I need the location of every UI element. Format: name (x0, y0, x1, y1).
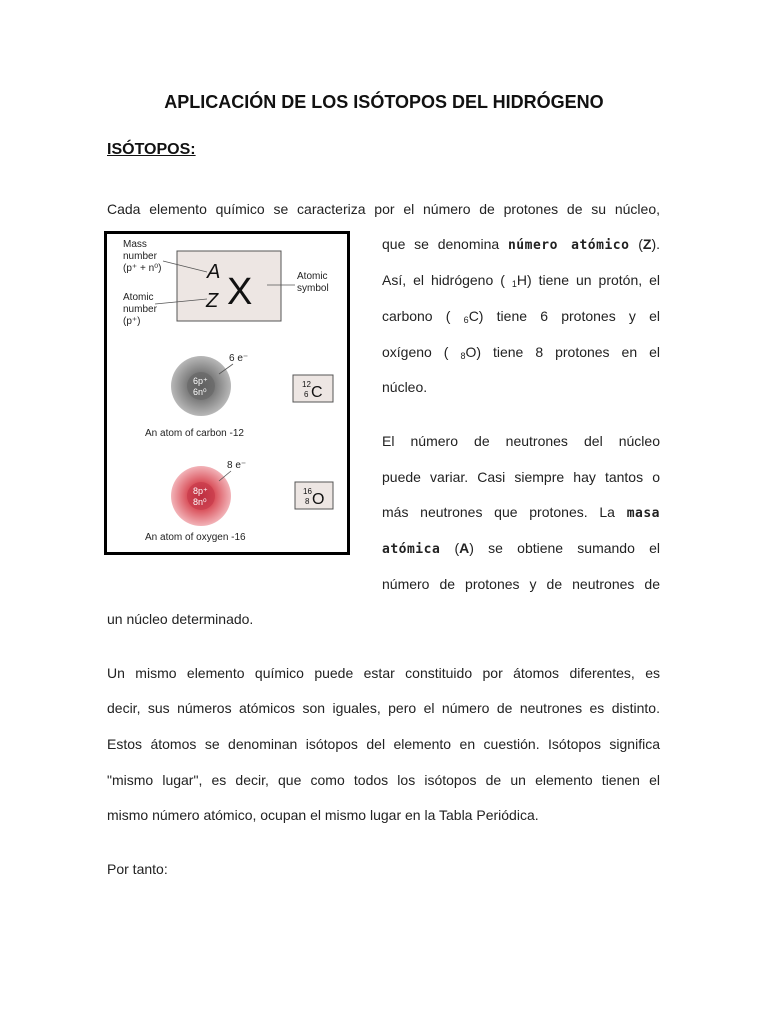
oxygen-symbol: O (312, 491, 325, 508)
symbol-a-bold: A (459, 540, 470, 556)
text-fragment: mismo número atómico, ocupan el mismo lugar en la Tabla Periódica. (107, 807, 539, 823)
para2-line6 (107, 609, 660, 629)
para2-line2 (382, 467, 660, 487)
symbol-z-bold: Z (642, 236, 652, 252)
carbon-electrons: 6 e⁻ (229, 353, 249, 364)
symbol-z: Z (206, 290, 219, 312)
text-fragment: El número de neutrones del núcleo (382, 433, 660, 449)
oxygen-protons: 8p⁺ (193, 486, 208, 496)
oxygen-mass: 16 (303, 487, 312, 496)
para3-line4 (107, 770, 660, 790)
para1-line5 (382, 342, 660, 366)
page-title: APLICACIÓN DE LOS ISÓTOPOS DEL HIDRÓGENO (164, 92, 604, 112)
para2-line1 (382, 431, 660, 451)
oxygen-number: 8 (305, 497, 310, 506)
text-fragment: un núcleo determinado. (107, 611, 254, 627)
figure-svg (107, 234, 347, 552)
carbon-protons: 6p⁺ (193, 376, 208, 386)
carbon-mass: 12 (302, 380, 311, 389)
text-fragment: más neutrones que protones. La (382, 504, 627, 520)
carbon-caption: An atom of carbon -12 (145, 428, 244, 439)
text-fragment: decir, sus números atómicos son iguales, pero el número de neutrones es distinto. (107, 700, 660, 716)
text-fragment: ( (629, 236, 643, 252)
isotope-notation-figure (104, 231, 350, 555)
para1-line6 (382, 377, 660, 397)
para3-line2 (107, 698, 660, 718)
atomic-number-label: Atomic number (p⁺) (123, 292, 157, 327)
term-masa: masa (626, 506, 660, 521)
para3-line5 (107, 805, 660, 825)
atomic-symbol-label: Atomic symbol (297, 271, 329, 294)
term-atomica: atómica (382, 542, 441, 557)
text-fragment: que se denomina (382, 236, 508, 252)
text-fragment: H) tiene un protón, el (516, 272, 660, 288)
text-fragment: Un mismo elemento químico puede estar constituido por átomos diferentes, es (107, 665, 660, 681)
para1-line2 (382, 234, 660, 256)
text-fragment: puede variar. Casi siempre hay tantos o (382, 469, 660, 485)
text-fragment: O) tiene 8 protones en el (465, 344, 660, 360)
subscript: 6 (463, 315, 469, 325)
subscript: 8 (460, 351, 466, 361)
carbon-neutrons: 6n⁰ (193, 387, 207, 397)
text-fragment: ). (651, 236, 660, 252)
symbol-a: A (207, 261, 221, 283)
oxygen-neutrons: 8n⁰ (193, 497, 207, 507)
para2-line3 (382, 502, 660, 524)
para1-line3 (382, 270, 660, 294)
text-fragment: carbono ( (382, 308, 464, 324)
subscript: 1 (511, 279, 517, 289)
oxygen-caption: An atom of oxygen -16 (145, 532, 246, 543)
term-numero-atomico: número atómico (507, 238, 630, 253)
para4 (107, 859, 660, 879)
text-fragment: Por tanto: (107, 861, 168, 877)
para1-line4 (382, 306, 660, 330)
section-heading: ISÓTOPOS: (107, 141, 196, 158)
para3-line1 (107, 663, 660, 683)
text-fragment: Estos átomos se denominan isótopos del elemento en cuestión. Isótopos significa (107, 736, 660, 752)
text-fragment: ( (440, 540, 460, 556)
carbon-number: 6 (304, 390, 309, 399)
text-fragment: núcleo. (382, 379, 428, 395)
text-fragment: "mismo lugar", es decir, que como todos los isótopos de un elemento tienen el (107, 772, 660, 788)
carbon-symbol: C (311, 384, 323, 401)
text-fragment: C) tiene 6 protones y el (468, 308, 660, 324)
oxygen-electrons: 8 e⁻ (227, 460, 247, 471)
text-fragment: Así, el hidrógeno ( (382, 272, 512, 288)
text-fragment: ) se obtiene sumando el (469, 540, 660, 556)
para1-line1 (107, 199, 660, 219)
text-fragment: oxígeno ( (382, 344, 461, 360)
symbol-x: X (227, 271, 253, 313)
para2-line4 (382, 538, 660, 560)
mass-number-label: Mass number (p⁺ + n⁰) (123, 239, 162, 274)
text-fragment: número de protones y de neutrones de (382, 576, 660, 592)
para1-line1-text: Cada elemento químico se caracteriza por el número de protones de su núcleo, (107, 201, 660, 217)
para2-line5 (382, 574, 660, 594)
para3-line3 (107, 734, 660, 754)
